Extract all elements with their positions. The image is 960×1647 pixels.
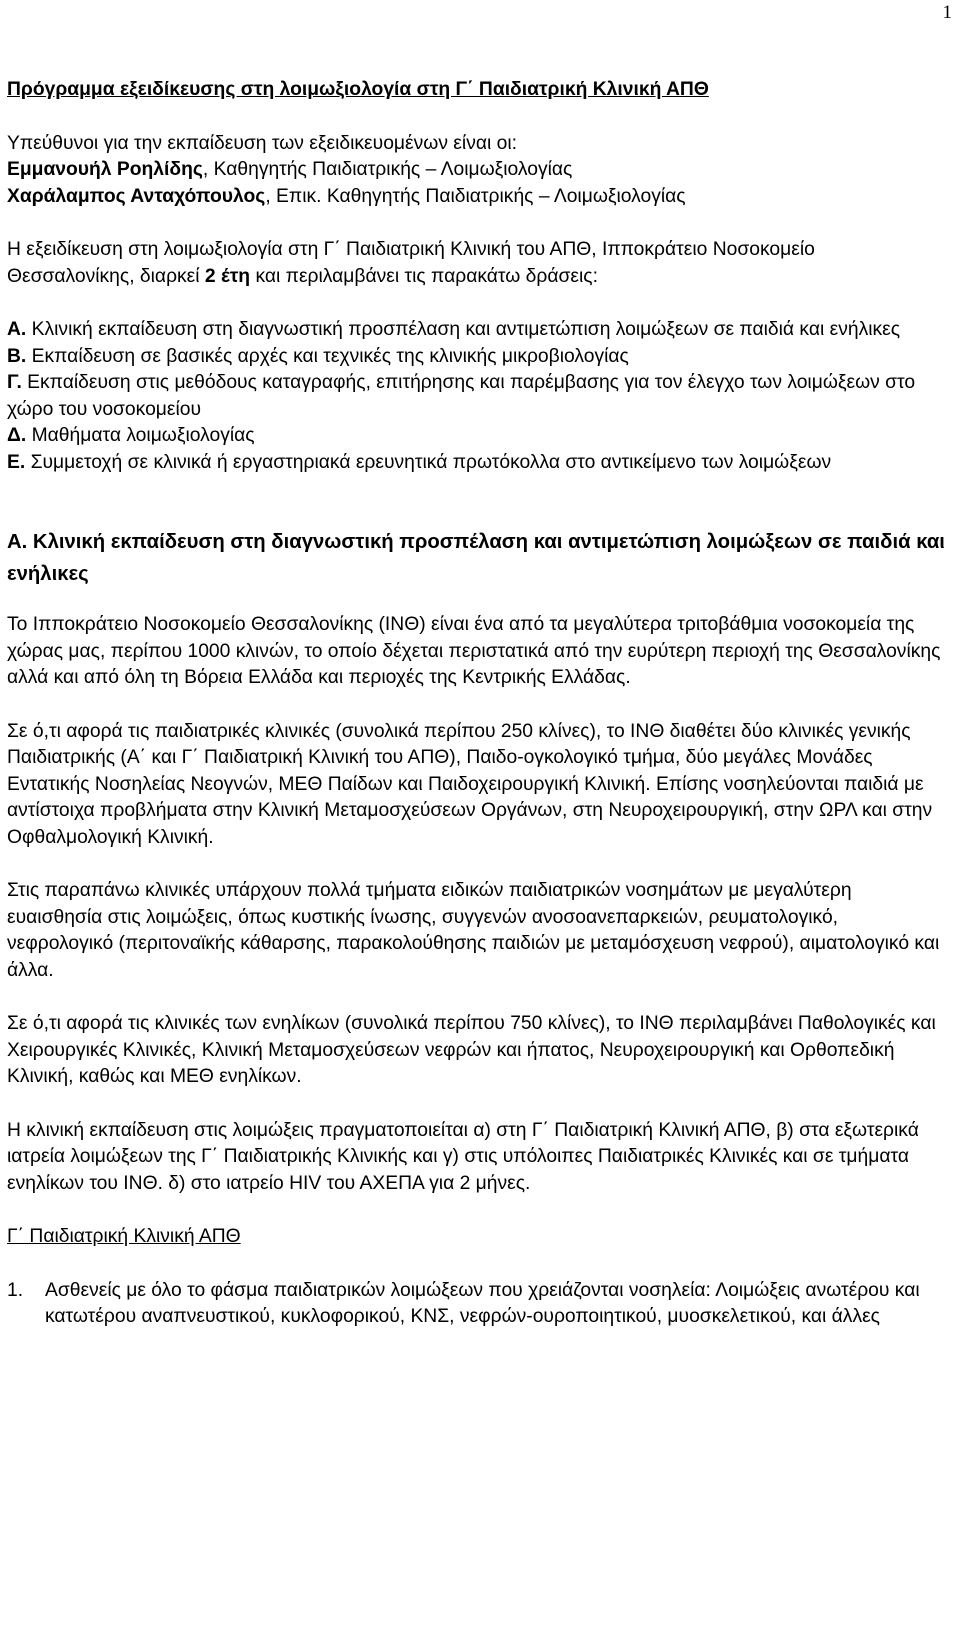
activity-text: Μαθήματα λοιμωξιολογίας (26, 425, 255, 446)
activity-letter: Α. (7, 319, 27, 340)
activity-text: Συμμετοχή σε κλινικά ή εργαστηριακά ερευνητικά πρωτόκολλα στο αντικείμενο των λοιμώξεων (25, 451, 832, 473)
person-name: Χαράλαμπος Ανταχόπουλος (7, 185, 266, 207)
activity-text: Εκπαίδευση σε βασικές αρχές και τεχνικές της κλινικής μικροβιολογίας (26, 345, 629, 367)
activity-item (7, 344, 947, 371)
responsible-person-1 (7, 157, 947, 184)
person-name: Εμμανουήλ Ροηλίδης (7, 159, 203, 180)
responsible-intro: Υπεύθυνοι για την εκπαίδευση των εξειδικευομένων είναι οι: (7, 132, 517, 154)
duration-paragraph (7, 237, 947, 290)
activity-item (7, 423, 947, 450)
section-paragraph: Σε ό,τι αφορά τις κλινικές των ενηλίκων (συνολικά περίπου 750 κλίνες), το ΙΝΘ περιλαμβάνει Παθολογικές και Χειρουργικές Κλινικές, Κλινική Μεταμοσχεύσεων νεφρών και ήπατος, Νευροχειρουργική και Ορθοπεδική Κλινική, καθώς και ΜΕΘ ενηλίκων. (7, 1013, 936, 1087)
responsible-person-2 (7, 184, 947, 211)
activity-letter: Β. (7, 345, 27, 367)
document-body (7, 77, 947, 1331)
numbered-item (7, 1278, 947, 1331)
document-title: Πρόγραμμα εξειδίκευσης στη λοιμωξιολογία στη Γ΄ Παιδιατρική Κλινική ΑΠΘ (7, 79, 709, 100)
duration-text: Η εξειδίκευση στη λοιμωξιολογία στη Γ΄ Παιδιατρική Κλινική του ΑΠΘ, Ιπποκράτειο Νοσοκομείο Θεσσαλονίκης, διαρκεί (7, 239, 815, 287)
section-paragraph: Σε ό,τι αφορά τις παιδιατρικές κλινικές (συνολικά περίπου 250 κλίνες), το ΙΝΘ διαθέτει δύο κλινικές γενικής Παιδιατρικής (Α΄ και Γ΄ Παιδιατρική Κλινική του ΑΠΘ), Παιδο-ογκολογικό τμήμα, δύο μεγάλες Μονάδες Εντατικής Νοσηλείας Νεογνών, ΜΕΘ Παίδων και Παιδοχειρουργική Κλινική. Επίσης νοσηλεύονται παιδιά με αντίστοιχα προβλήματα στην Κλινική Μεταμοσχεύσεων Οργάνων, στη Νευροχειρουργική, στην ΩΡΛ και στην Οφθαλμολογική Κλινική. (7, 720, 933, 848)
activity-letter: Γ. (7, 372, 22, 393)
person-role: , Επικ. Καθηγητής Παιδιατρικής – Λοιμωξιολογίας (265, 185, 686, 207)
subsection-title: Γ΄ Παιδιατρική Κλινική ΑΠΘ (7, 1226, 241, 1247)
activity-item (7, 317, 947, 344)
section-paragraph: Η κλινική εκπαίδευση στις λοιμώξεις πραγματοποιείται α) στη Γ΄ Παιδιατρική Κλινική ΑΠΘ, β) στα εξωτερικά ιατρεία λοιμώξεων της Γ΄ Παιδιατρικής Κλινικής και γ) στις υπόλοιπες Παιδιατρικές Κλινικές και σε τμήματα ενηλίκων του ΙΝΘ. δ) στο ιατρείο HIV του ΑΧΕΠΑ για 2 μήνες. (7, 1119, 919, 1194)
page-number: 1 (942, 2, 952, 23)
section-a-heading: Α. Κλινική εκπαίδευση στη διαγνωστική προσπέλαση και αντιμετώπιση λοιμώξεων σε παιδιά και ενήλικες (7, 531, 945, 585)
activity-letter: Δ. (7, 425, 27, 446)
section-paragraph: Το Ιπποκράτειο Νοσοκομείο Θεσσαλονίκης (ΙΝΘ) είναι ένα από τα μεγαλύτερα τριτοβάθμια νοσοκομεία της χώρας μας, περίπου 1000 κλινών, το οποίο δέχεται περιστατικά από την ευρύτερη περιοχή της Θεσσαλονίκης αλλά και από όλη τη Βόρεια Ελλάδα και περιοχές της Κεντρικής Ελλάδας. (7, 614, 941, 688)
activity-letter: Ε. (7, 451, 26, 473)
item-text: Ασθενείς με όλο το φάσμα παιδιατρικών λοιμώξεων που χρειάζονται νοσηλεία: Λοιμώξεις ανωτέρου και κατωτέρου αναπνευστικού, κυκλοφορικού, ΚΝΣ, νεφρών-ουροποιητικού, μυοσκελετικού, και άλλες (45, 1279, 920, 1327)
activity-text: Κλινική εκπαίδευση στη διαγνωστική προσπέλαση και αντιμετώπιση λοιμώξεων σε παιδιά και ενήλικες (26, 319, 901, 340)
duration-years: 2 έτη (204, 265, 251, 287)
activity-item (7, 370, 947, 423)
item-number: 1. (7, 1279, 24, 1301)
activity-item (7, 450, 947, 477)
activity-text: Εκπαίδευση στις μεθόδους καταγραφής, επιτήρησης και παρέμβασης για τον έλεγχο των λοιμώξεων στο χώρο του νοσοκομείου (7, 372, 916, 420)
section-paragraph: Στις παραπάνω κλινικές υπάρχουν πολλά τμήματα ειδικών παιδιατρικών νοσημάτων με μεγαλύτερη ευαισθησία στις λοιμώξεις, όπως κυστικής ίνωσης, συγγενών ανοσοανεπαρκειών, ρευματολογικό, νεφρολογικό (περιτοναϊκής κάθαρσης, παρακολούθησης παιδιών με μεταμόσχευση νεφρού), αιματολογικό και άλλα. (7, 880, 940, 981)
person-role: , Καθηγητής Παιδιατρικής – Λοιμωξιολογίας (202, 159, 573, 180)
duration-text-end: και περιλαμβάνει τις παρακάτω δράσεις: (250, 265, 598, 287)
